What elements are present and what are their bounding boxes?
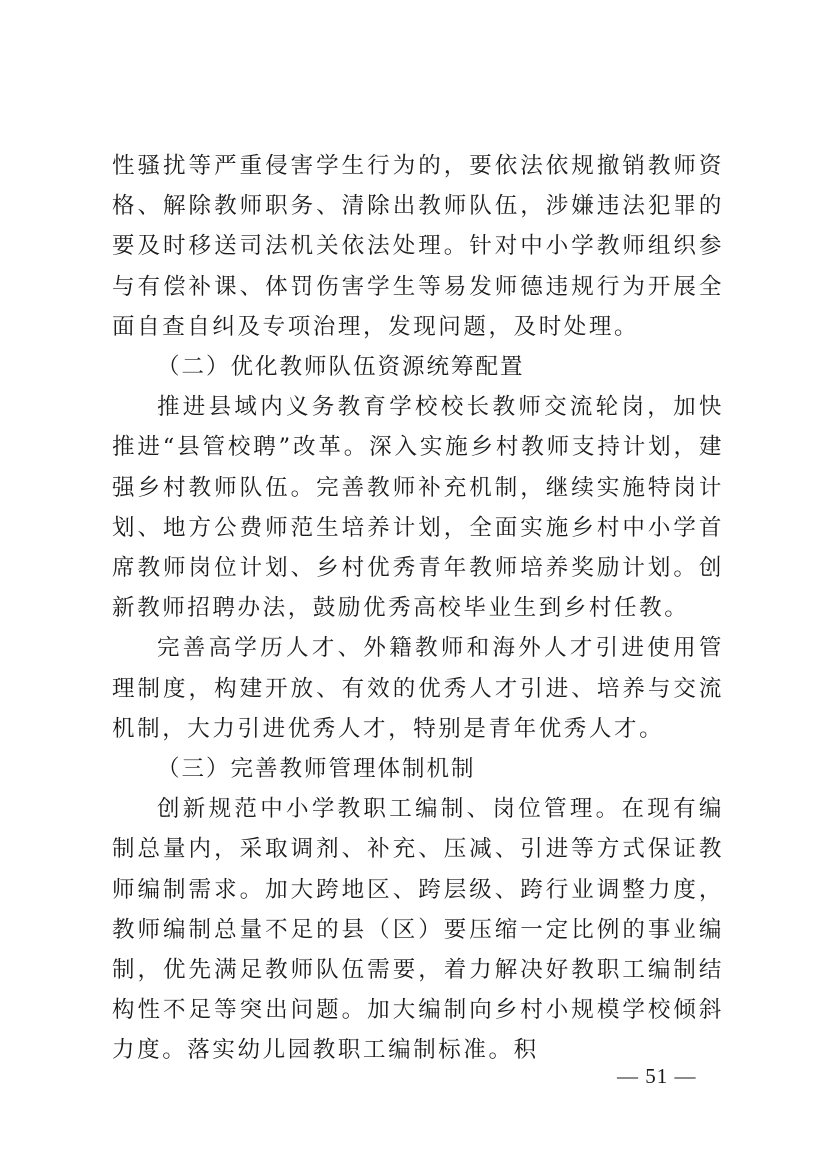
paragraph-4: 创新规范中小学教职工编制、岗位管理。在现有编制总量内，采取调剂、补充、压减、引进等方式保证教师编制需求。加大跨地区、跨层级、跨行业调整力度，教师编制总量不足的县（区）要压缩一定比例的事业编制，优先满足教师队伍需要，着力解决好教职工编制结构性不足等突出问题。加大编制向乡村小规模学校倾斜力度。落实幼儿园教职工编制标准。积 [112,796,724,1064]
document-body [112,146,724,1071]
paragraph-1: 性骚扰等严重侵害学生行为的，要依法依规撤销教师资格、解除教师职务、清除出教师队伍，涉嫌违法犯罪的要及时移送司法机关依法处理。针对中小学教师组织参与有偿补课、体罚伤害学生等易发师德违规行为开展全面自查自纠及专项治理，发现问题，及时处理。 [112,153,724,340]
section-heading-2: （二）优化教师队伍资源统筹配置 [157,354,525,381]
section-heading-3: （三）完善教师管理体制机制 [157,756,476,783]
paragraph-2: 推进县域内义务教育学校校长教师交流轮岗，加快推进“县管校聘”改革。深入实施乡村教师支持计划，建强乡村教师队伍。完善教师补充机制，继续实施特岗计划、地方公费师范生培养计划，全面实施乡村中小学首席教师岗位计划、乡村优秀青年教师培养奖励计划。创新教师招聘办法，鼓励优秀高校毕业生到乡村任教。 [112,394,724,622]
paragraph-3: 完善高学历人才、外籍教师和海外人才引进使用管理制度，构建开放、有效的优秀人才引进、培养与交流机制，大力引进优秀人才，特别是青年优秀人才。 [112,635,724,742]
page-number: — 51 — [617,1064,697,1088]
